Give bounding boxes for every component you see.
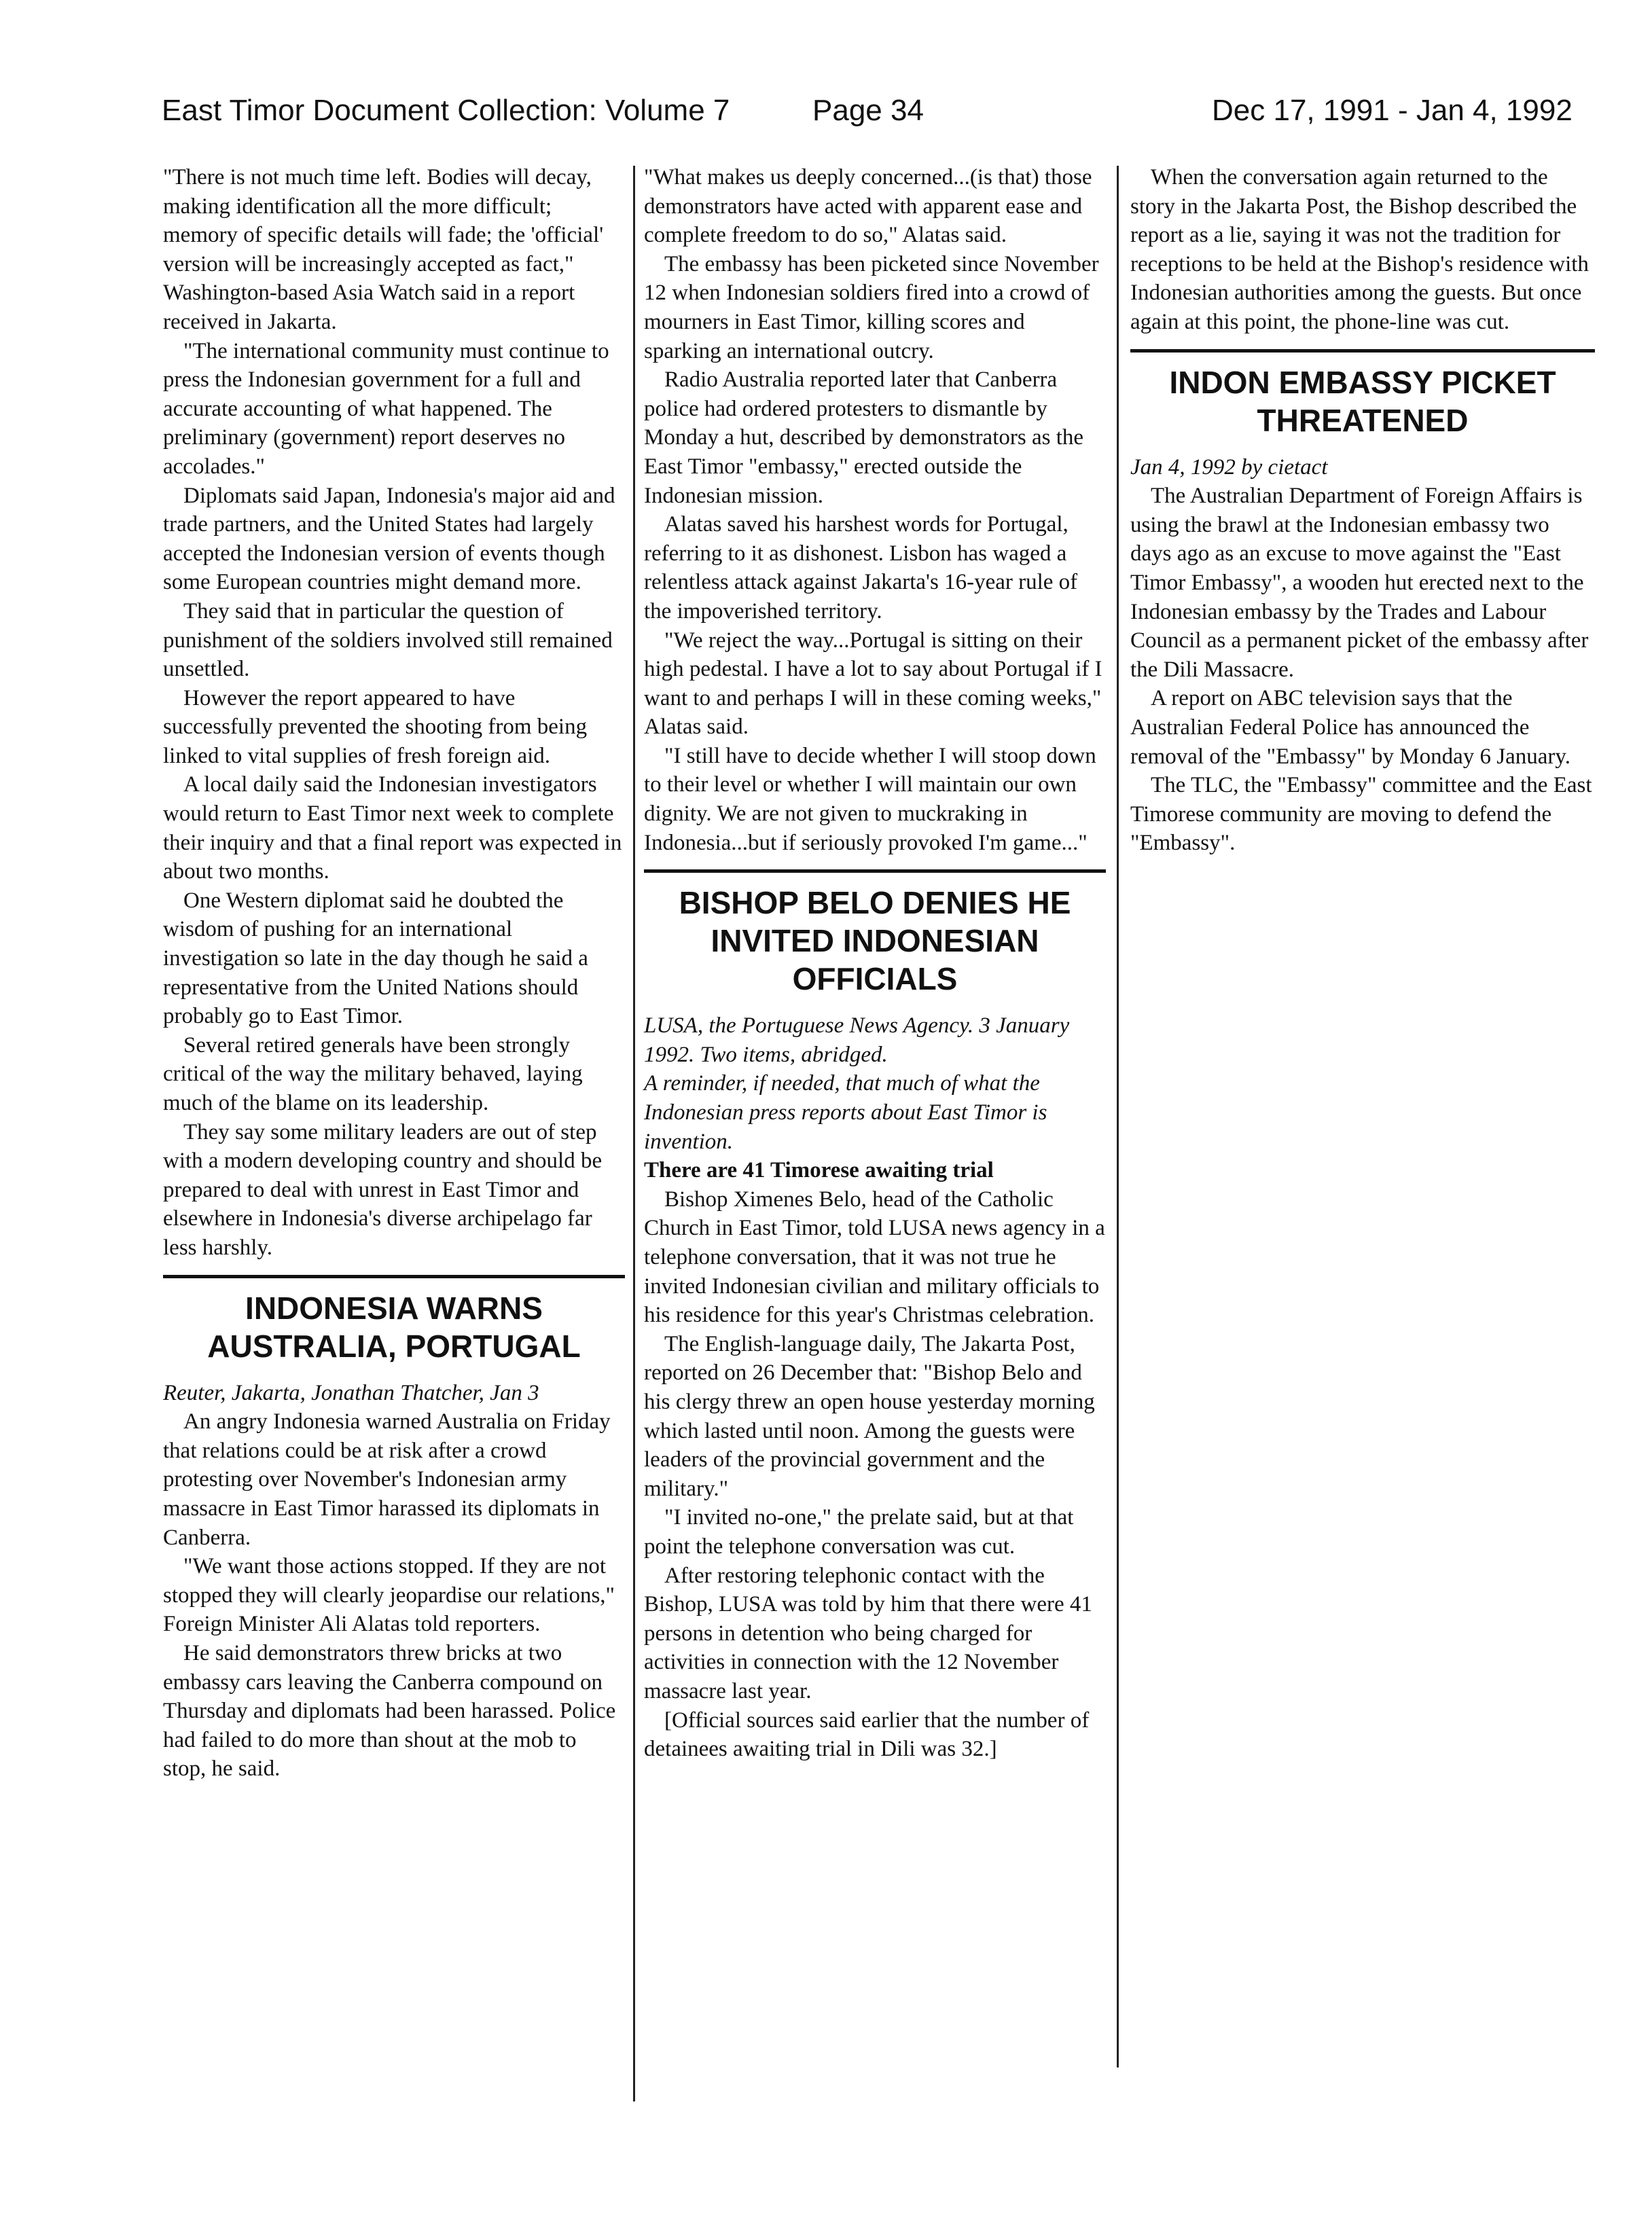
column-2 bbox=[644, 163, 1106, 1764]
paragraph: "The international community must continue to press the Indonesian government for a full and accurate accounting of what happened. The preliminary (government) report deserves no accolades." bbox=[163, 338, 609, 479]
collection-title: East Timor Document Collection: Volume 7 bbox=[162, 94, 730, 127]
paragraph: When the conversation again returned to the story in the Jakarta Post, the Bishop described the report as a lie, saying it was not the tradition for receptions to be held at the Bishop's residence with Indonesian authorities among the guests. But once again at this point, the phone-line was cut. bbox=[1130, 165, 1589, 334]
column-1 bbox=[163, 163, 625, 1784]
paragraph: "I still have to decide whether I will stoop down to their level or whether I will maintain our own dignity. We are not given to muckraking in Indonesia...but if seriously provoked I'm game..." bbox=[644, 743, 1096, 855]
paragraph: After restoring telephonic contact with the Bishop, LUSA was told by him that there were 41 persons in detention who being charged for activities in connection with the 12 November massacre last year. bbox=[644, 1563, 1092, 1703]
paragraph: "We want those actions stopped. If they are not stopped they will clearly jeopardise our relations," Foreign Minister Ali Alatas told reporters. bbox=[163, 1554, 615, 1637]
paragraph: "We reject the way...Portugal is sitting on their high pedestal. I have a lot to say about Portugal if I want to and perhaps I will in these coming weeks," Alatas said. bbox=[644, 628, 1102, 740]
paragraph: Several retired generals have been strongly critical of the way the military behaved, laying much of the blame on its leadership. bbox=[163, 1032, 583, 1115]
byline: Reuter, Jakarta, Jonathan Thatcher, Jan 3 bbox=[163, 1380, 539, 1405]
paragraph: They say some military leaders are out of step with a modern developing country and should be prepared to deal with unrest in East Timor and elsewhere in Indonesia's diverse archipelago far less harshly. bbox=[163, 1119, 603, 1260]
headline-bishop-belo: BISHOP BELO DENIES HE INVITED INDONESIAN OFFICIALS bbox=[679, 885, 1071, 997]
headline-embassy-picket: INDON EMBASSY PICKET THREATENED bbox=[1169, 364, 1556, 438]
paragraph: The Australian Department of Foreign Affairs is using the brawl at the Indonesian embassy two days ago as an excuse to move against the "East Timor Embassy", a wooden hut erected next to the Indonesian embassy by the Trades and Labour Council as a permanent picket of the embassy after the Dili Massacre. bbox=[1130, 484, 1589, 682]
paragraph: [Official sources said earlier that the number of detainees awaiting trial in Dili was 32.] bbox=[644, 1708, 1090, 1762]
paragraph: A report on ABC television says that the Australian Federal Police has announced the removal of the "Embassy" by Monday 6 January. bbox=[1130, 686, 1570, 769]
paragraph: Bishop Ximenes Belo, head of the Catholic Church in East Timor, told LUSA news agency in a telephone conversation, that it was not true he invited Indonesian civilian and military officials to his residence for this year's Christmas celebration. bbox=[644, 1187, 1105, 1328]
paragraph: "I invited no-one," the prelate said, but at that point the telephone conversation was cut. bbox=[644, 1505, 1074, 1559]
paragraph: Diplomats said Japan, Indonesia's major aid and trade partners, and the United States had largely accepted the Indonesian version of events though some European countries might demand more. bbox=[163, 483, 615, 595]
paragraph: Radio Australia reported later that Canberra police had ordered protesters to dismantle by Monday a hut, described by demonstrators as the East Timor "embassy," erected outside the Indonesian mission. bbox=[644, 367, 1084, 508]
column-divider-left bbox=[633, 166, 635, 2101]
paragraph: They said that in particular the question of punishment of the soldiers involved still remained unsettled. bbox=[163, 598, 613, 682]
paragraph: "What makes us deeply concerned...(is that) those demonstrators have acted with apparent ease and complete freedom to do so," Alatas said. bbox=[644, 165, 1092, 248]
editor-note: A reminder, if needed, that much of what the Indonesian press reports about East Timor is invention. bbox=[644, 1071, 1047, 1154]
column-divider-right bbox=[1117, 166, 1119, 2067]
byline: Jan 4, 1992 by cietact bbox=[1130, 454, 1328, 480]
byline: LUSA, the Portuguese News Agency. 3 January 1992. Two items, abridged. bbox=[644, 1013, 1070, 1067]
paragraph: The TLC, the "Embassy" committee and the East Timorese community are moving to defend the "Embassy". bbox=[1130, 773, 1592, 856]
paragraph: The English-language daily, The Jakarta Post, reported on 26 December that: "Bishop Belo and his clergy threw an open house yesterday morning which lasted until noon. Among the guests were leaders of the provincial government and the military." bbox=[644, 1331, 1095, 1501]
section-rule bbox=[1130, 349, 1595, 353]
headline-indonesia-warns: INDONESIA WARNS AUSTRALIA, PORTUGAL bbox=[207, 1290, 581, 1364]
date-range: Dec 17, 1991 - Jan 4, 1992 bbox=[1212, 94, 1573, 127]
subheading: There are 41 Timorese awaiting trial bbox=[644, 1158, 994, 1183]
paragraph: "There is not much time left. Bodies will decay, making identification all the more difficult; memory of specific details will fade; the 'official' version will be increasingly accepted as fact," Washington-based Asia Watch said in a report received in Jakarta. bbox=[163, 165, 604, 334]
paragraph: However the report appeared to have successfully prevented the shooting from being linked to vital supplies of fresh foreign aid. bbox=[163, 685, 588, 768]
section-rule bbox=[644, 869, 1106, 873]
page-header bbox=[0, 94, 1652, 134]
paragraph: One Western diplomat said he doubted the wisdom of pushing for an international investigation so late in the day though he said a representative from the United Nations should probably go to East Timor. bbox=[163, 888, 588, 1029]
paragraph: He said demonstrators threw bricks at two embassy cars leaving the Canberra compound on Thursday and diplomats had been harassed. Police had failed to do more than shout at the mob to stop, he said. bbox=[163, 1640, 616, 1782]
column-3 bbox=[1130, 163, 1595, 858]
paragraph: Alatas saved his harshest words for Portugal, referring to it as dishonest. Lisbon has waged a relentless attack against Jakarta's 16-year rule of the impoverished territory. bbox=[644, 512, 1078, 624]
section-rule bbox=[163, 1275, 625, 1278]
page-number: Page 34 bbox=[812, 94, 924, 127]
paragraph: An angry Indonesia warned Australia on Friday that relations could be at risk after a crowd protesting over November's Indonesian army massacre in East Timor harassed its diplomats in Canberra. bbox=[163, 1409, 611, 1550]
paragraph: A local daily said the Indonesian investigators would return to East Timor next week to complete their inquiry and that a final report was expected in about two months. bbox=[163, 772, 622, 884]
paragraph: The embassy has been picketed since November 12 when Indonesian soldiers fired into a crowd of mourners in East Timor, killing scores and sparking an international outcry. bbox=[644, 251, 1099, 363]
